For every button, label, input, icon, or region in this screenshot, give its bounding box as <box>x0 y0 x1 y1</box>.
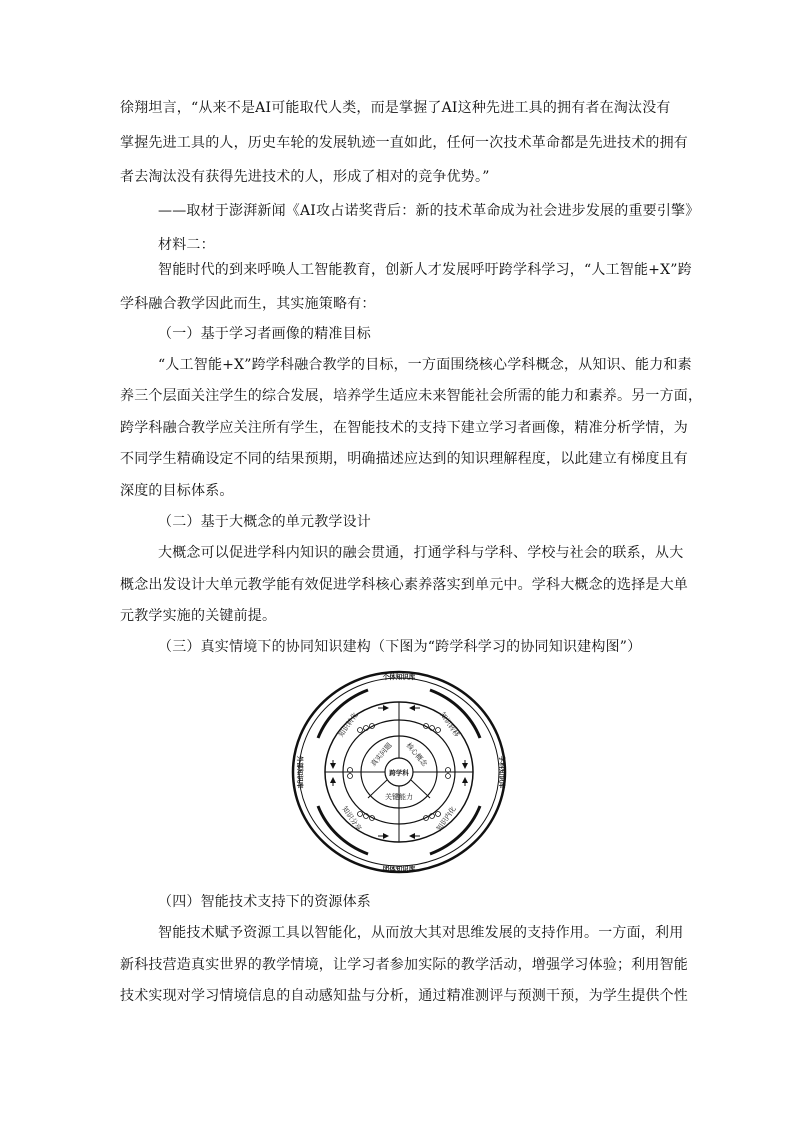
source-citation: ——取材于澎湃新闻《AI攻占诺奖背后：新的技术革命成为社会进步发展的重要引擎》 <box>158 203 700 219</box>
paragraph-line: 深度的目标体系。 <box>120 483 234 499</box>
paragraph-line: 不同学生精确设定不同的结果预期，明确描述应达到的知识理解程度，以此建立有梯度且有 <box>120 451 688 467</box>
paragraph-line: 智能技术赋予资源工具以智能化，从而放大其对思维发展的支持作用。一方面，利用 <box>158 925 684 941</box>
paragraph-line: 跨学科融合教学应关注所有学生，在智能技术的支持下建立学习者画像，精准分析学情，为 <box>120 420 688 436</box>
material-heading: 材料二： <box>158 237 215 253</box>
paragraph-line: 掌握先进工具的人，历史车轮的发展轨迹一直如此，任何一次技术革命都是先进技术的拥有 <box>120 135 688 151</box>
outer-right-label: 学科知识库 <box>498 755 506 789</box>
ring-lower-right-label: 知识内化 <box>435 805 458 833</box>
paragraph-line: 新科技营造真实世界的教学情境，让学习者参加实际的教学活动，增强学习体验；利用智能 <box>120 957 688 973</box>
section-heading: （三）真实情境下的协同知识建构（下图为“跨学科学习的协同知识建构图”） <box>158 639 642 655</box>
paragraph-line: 大概念可以促进学科内知识的融会贯通，打通学科与学科、学校与社会的联系，从大 <box>158 545 684 561</box>
outer-top-label: 个体知识库 <box>382 673 416 681</box>
ring-upper-left-label: 知识转化 <box>337 711 360 739</box>
paragraph-line: 概念出发设计大单元教学能有效促进学科核心素养落实到单元中。学科大概念的选择是大单 <box>120 577 688 593</box>
ring-upper-right-label: 知识转移 <box>438 711 461 739</box>
section-heading: （二）基于大概念的单元教学设计 <box>158 514 371 530</box>
paragraph-line: 者去淘汰没有获得先进技术的人，形成了相对的竞争优势。” <box>120 169 490 185</box>
paragraph-line: 徐翔坦言，“从来不是AI可能取代人类，而是掌握了AI这种先进工具的拥有者在淘汰没有 <box>120 100 671 116</box>
inner-upper-right-label: 核心概念 <box>404 741 429 769</box>
paragraph-line: 智能时代的到来呼唤人工智能教育，创新人才发展呼吁跨学科学习，“人工智能+X”跨 <box>158 262 692 278</box>
inner-upper-left-label: 真实问题 <box>369 741 394 769</box>
center-label: 跨学科 <box>389 769 409 777</box>
inner-bottom-label: 关键能力 <box>385 793 413 801</box>
outer-left-label: 外部知识库 <box>296 755 304 789</box>
paragraph-line: 技术实现对学习情境信息的自动感知盐与分析，通过精准测评与预测干预，为学生提供个性 <box>120 988 688 1004</box>
section-heading: （一）基于学习者画像的精准目标 <box>158 326 371 342</box>
outer-bottom-label: 团体知识库 <box>382 865 416 873</box>
paragraph-line: 元教学实施的关键前提。 <box>120 608 277 624</box>
ring-lower-left-label: 知识分享 <box>340 805 363 833</box>
section-heading: （四）智能技术支持下的资源体系 <box>158 894 371 910</box>
paragraph-line: 学科融合教学因此而生，其实施策略有： <box>120 296 376 312</box>
paragraph-line: “人工智能+X”跨学科融合教学的目标，一方面围绕核心学科概念，从知识、能力和素 <box>158 357 692 373</box>
paragraph-line: 养三个层面关注学生的综合发展，培养学生适应未来智能社会所需的能力和素养。另一方面， <box>120 388 703 404</box>
knowledge-construction-diagram <box>288 668 510 876</box>
